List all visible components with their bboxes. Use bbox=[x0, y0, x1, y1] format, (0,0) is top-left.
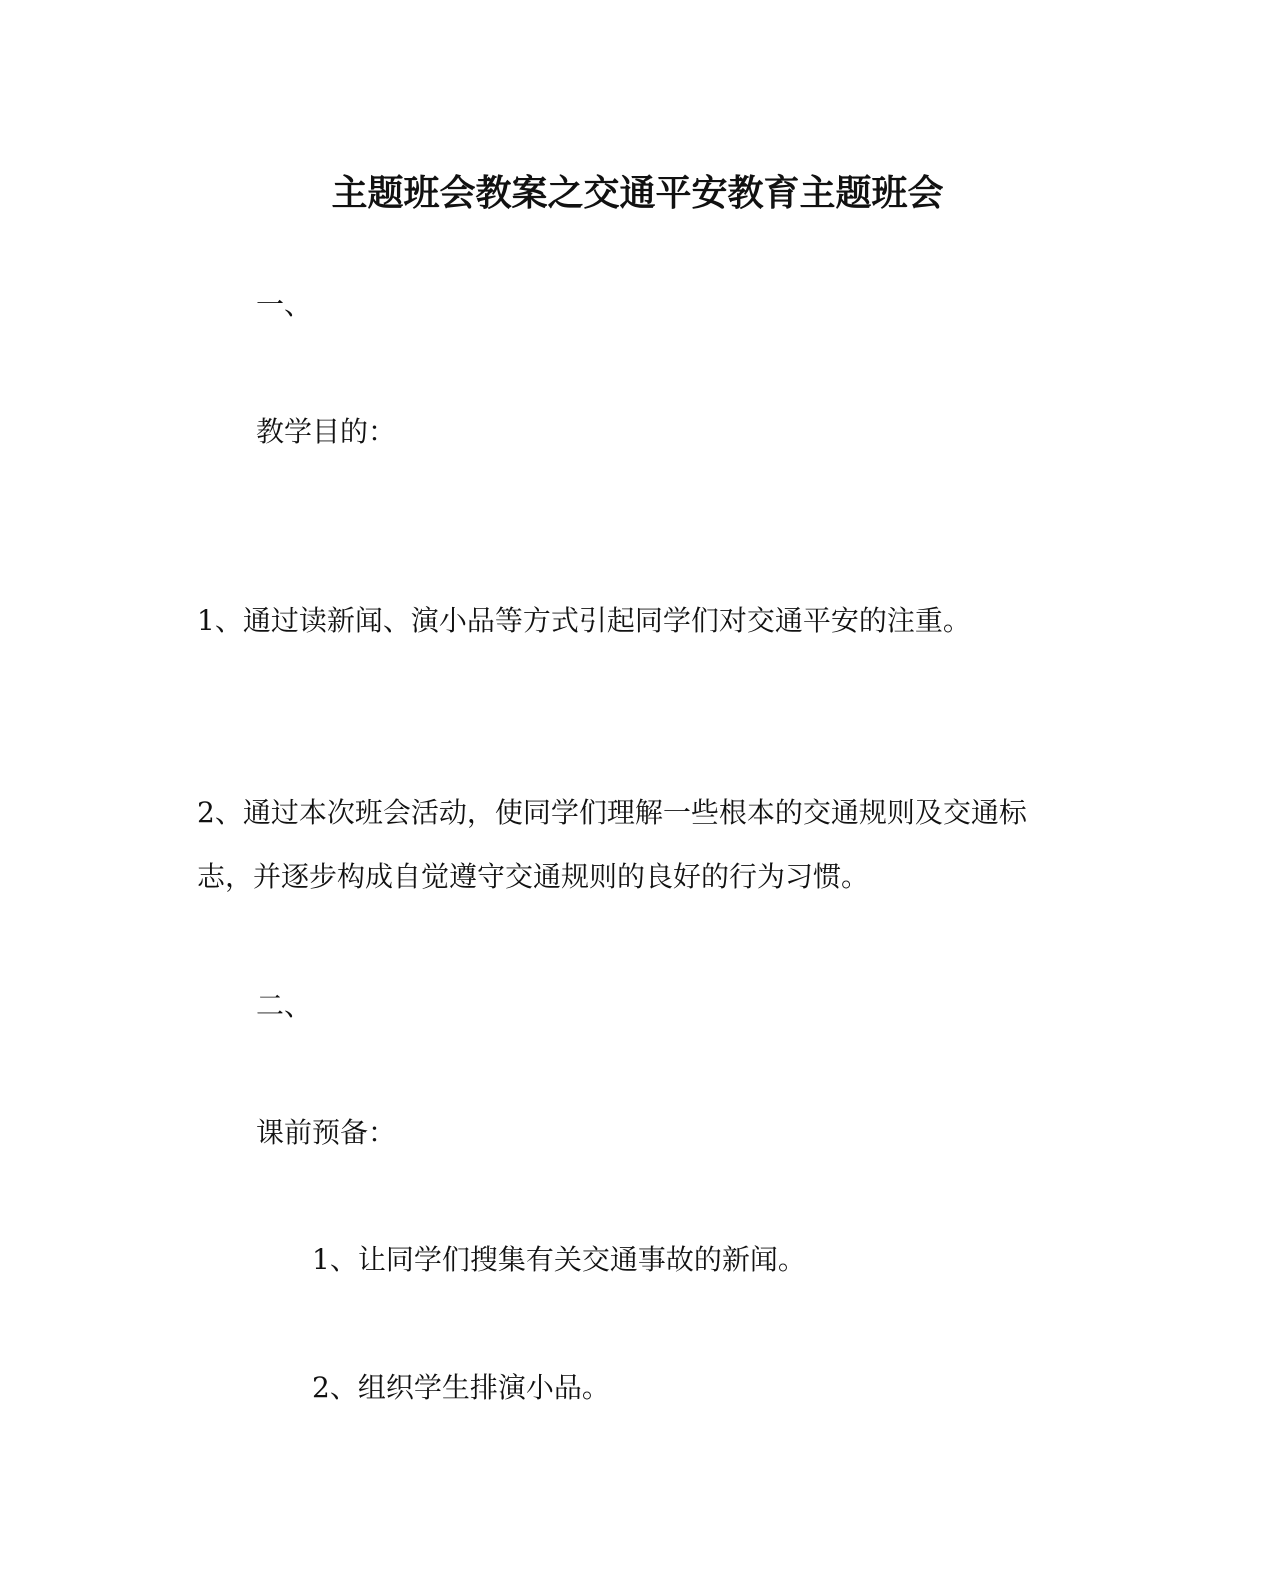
objective-1: 1、通过读新闻、演小品等方式引起同学们对交通平安的注重。 bbox=[197, 604, 971, 637]
section-2-heading: 二、 bbox=[256, 989, 313, 1022]
preparation-label: 课前预备： bbox=[256, 1116, 397, 1149]
document-title: 主题班会教案之交通平安教育主题班会 bbox=[331, 172, 944, 214]
objective-2-line-1: 2、通过本次班会活动，使同学们理解一些根本的交通规则及交通标 bbox=[197, 796, 1027, 829]
preparation-2: 2、组织学生排演小品。 bbox=[312, 1371, 610, 1404]
preparation-1: 1、让同学们搜集有关交通事故的新闻。 bbox=[312, 1243, 806, 1276]
objectives-label: 教学目的： bbox=[256, 415, 397, 448]
section-1-heading: 一、 bbox=[256, 288, 313, 321]
objective-2-line-2: 志，并逐步构成自觉遵守交通规则的良好的行为习惯。 bbox=[197, 860, 870, 893]
